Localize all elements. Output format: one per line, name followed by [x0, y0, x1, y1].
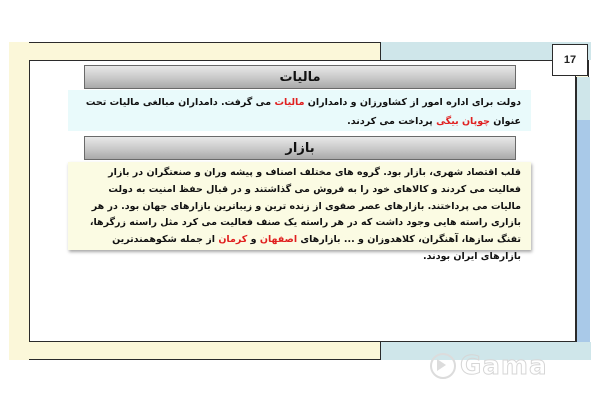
gama-watermark — [430, 349, 580, 383]
frame-left-band — [9, 42, 29, 360]
section-title-taxes: مالیات — [84, 65, 516, 89]
frame-accent-right-teal — [576, 77, 590, 120]
play-logo-icon — [430, 353, 456, 379]
text-run: از جمله شکوهمندترین بازارهای ایران بودند. — [112, 234, 521, 262]
text-run: قلب اقتصاد شهری، بازار بود. گروه های مختلف اصناف و پیشه وران و صنعتگران در بازار فعالیت می کردند و کالاهای خود را به فروش می گذاشتند و در قبال حفظ امنیت به دولت مالیات می پرداختند. بازارهای عصر صفوی از زنده ترین و زیباترین بازارهای جهان بود. در هر بازاری راسته هایی وجود داشت که در هر راسته یک صنف فعالیت می کرد مثل راسته زرگرها، تفنگ سازها، آهنگران، کلاهدوزان و ... بازارهای — [89, 167, 521, 246]
section-title-bazaar: بازار — [84, 136, 516, 160]
watermark-text: Gama — [460, 351, 548, 381]
text-run: و — [247, 234, 260, 246]
page-number: 17 — [552, 44, 588, 76]
section-text-taxes — [68, 90, 531, 131]
text-run: دولت برای اداره امور از کشاورزان و دامداران — [304, 97, 521, 108]
highlighted-term: چوپان بیگی — [436, 116, 490, 127]
frame-accent-right-blue — [576, 120, 590, 342]
highlighted-term: کرمان — [218, 234, 248, 246]
text-run: پرداخت می کردند. — [347, 116, 437, 127]
text-run: می گرفت. دامداران مبالغی مالیات تحت عنوان — [85, 97, 521, 127]
highlighted-term: مالیات — [274, 97, 305, 108]
section-text-bazaar — [68, 162, 531, 262]
highlighted-term: اصفهان — [259, 234, 298, 246]
